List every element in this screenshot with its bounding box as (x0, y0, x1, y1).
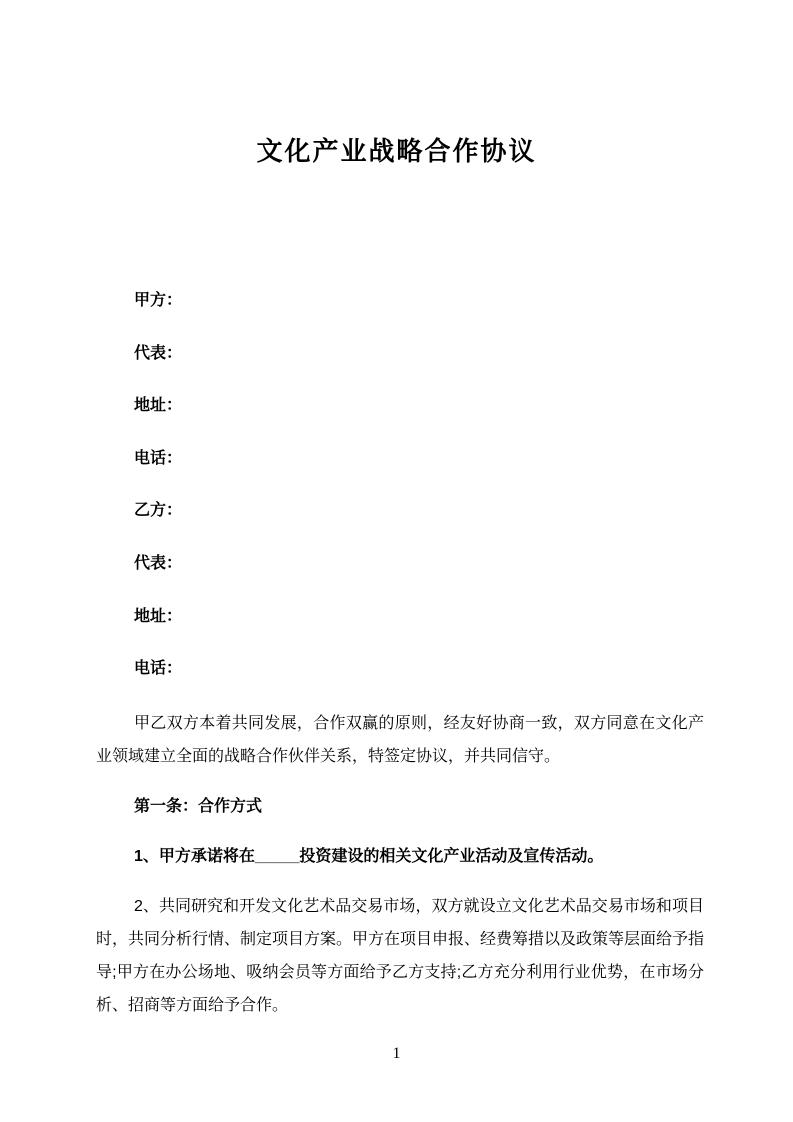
article-1-item-1: 1、甲方承诺将在_____投资建设的相关文化产业活动及宣传活动。 (134, 848, 604, 865)
party-fields (134, 292, 703, 713)
party-b-address-label: 地址： (134, 607, 183, 625)
document-body (96, 707, 704, 1039)
party-a-name-label: 甲方： (134, 292, 183, 309)
document-title: 文化产业战略合作协议 (256, 136, 537, 166)
party-b-representative-label: 代表： (134, 554, 183, 572)
party-b-phone-label: 电话： (134, 660, 183, 678)
article-1-heading: 第一条：合作方式 (134, 798, 263, 815)
party-b-name-label: 乙方： (134, 502, 183, 520)
party-a-address-label: 地址： (134, 397, 183, 415)
preamble-paragraph: 甲乙双方本着共同发展，合作双赢的原则，经友好协商一致，双方同意在文化产业领域建立全面的战略合作伙伴关系，特签定协议，并共同信守。 (96, 715, 704, 765)
party-a-representative-label: 代表： (134, 344, 183, 362)
party-a-phone-label: 电话： (134, 449, 183, 467)
page-number: 1 (392, 1045, 401, 1062)
article-1-item-2: 2、共同研究和开发文化艺术品交易市场，双方就设立文化艺术品交易市场和项目时，共同分析行情、制定项目方案。甲方在项目申报、经费筹措以及政策等层面给予指导;甲方在办公场地、吸纳会员等方面给予乙方支持;乙方充分利用行业优势，在市场分析、招商等方面给予合作。 (96, 898, 705, 1014)
